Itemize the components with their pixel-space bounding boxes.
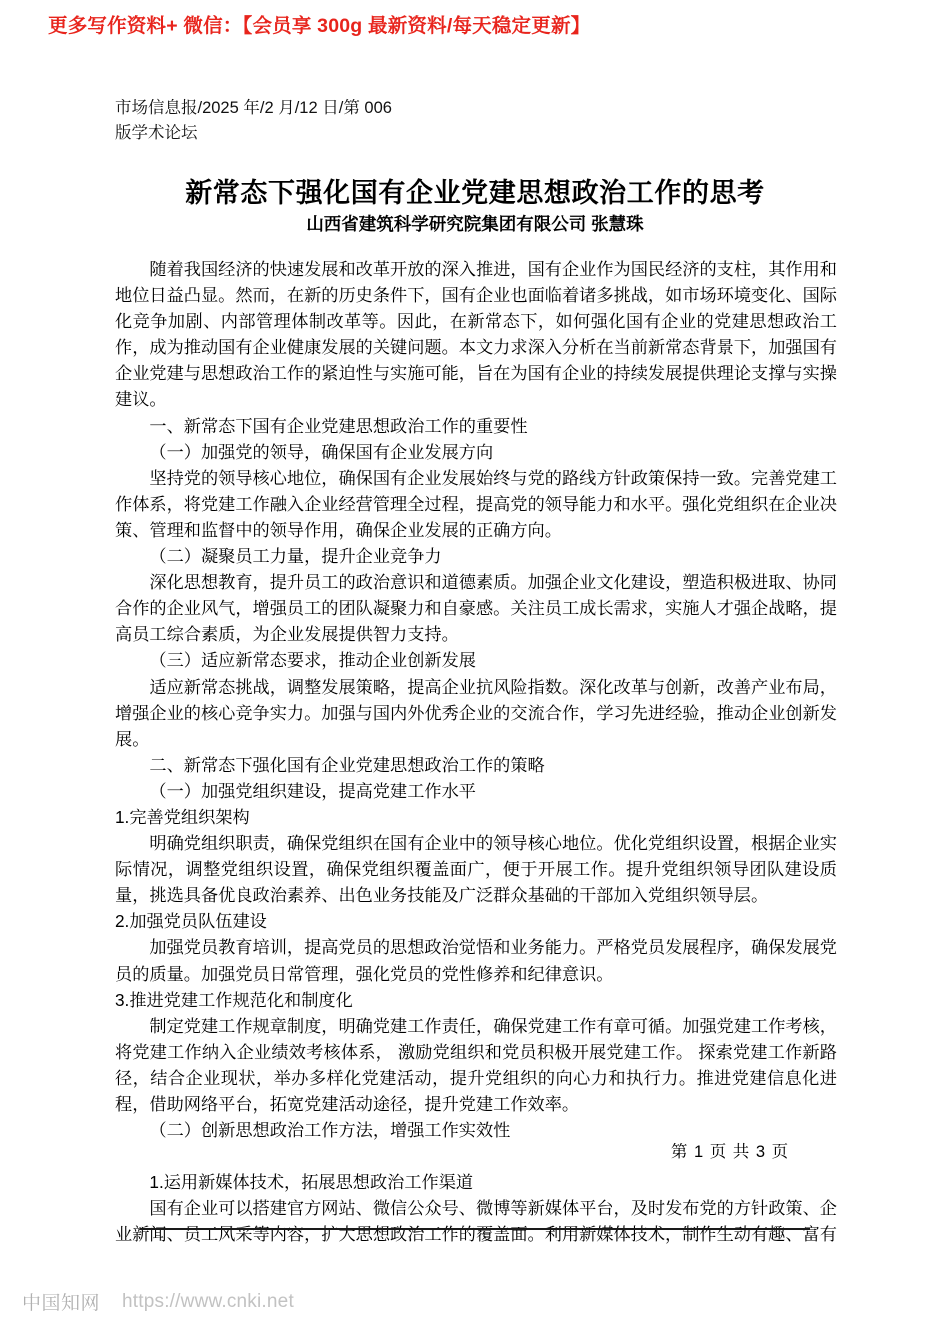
- body-paragraph: （三）适应新常态要求，推动企业创新发展: [149, 650, 476, 671]
- author-affiliation: 山西省建筑科学研究院集团有限公司 张慧珠: [306, 214, 644, 234]
- body-paragraph: 坚持党的领导核心地位，确保国有企业发展始终与党的路线方针政策保持一致。完善党建工作体系，将党建工作融入企业经营管理全过程，提高党的领导能力和水平。强化党组织在企业决策、管理和监督中的领导作用，确保企业发展的正确方向。: [115, 467, 837, 540]
- cnki-logo-icon: 中国知网: [22, 1293, 101, 1314]
- footer-divider: [140, 1228, 810, 1230]
- body-paragraph: 加强党员教育培训，提高党员的思想政治觉悟和业务能力。严格党员发展程序，确保发展党员的质量。加强党员日常管理，强化党员的党性修养和纪律意识。: [115, 937, 837, 984]
- masthead-line-2: 版学术论坛: [115, 124, 198, 142]
- body-paragraph: 制定党建工作规章制度，明确党建工作责任，确保党建工作有章可循。加强党建工作考核，将党建工作纳入企业绩效考核体系， 激励党组织和党员积极开展党建工作。 探索党建工作新路径，结合企业现状，举办多样化党建活动，提升党组织的向心力和执行力。推进党建信息化进程，借助网络平台，拓宽党建活动途径，提升党建工作效率。: [115, 1015, 837, 1114]
- body-paragraph: 二、新常态下强化国有企业党建思想政治工作的策略: [149, 754, 545, 775]
- page-title: 新常态下强化国有企业党建思想政治工作的思考: [185, 178, 765, 209]
- body-paragraph: （一）加强党组织建设，提高党建工作水平: [149, 780, 476, 801]
- body-paragraph: 1.完善党组织架构: [115, 806, 250, 827]
- body-paragraph: 1.运用新媒体技术，拓展思想政治工作渠道: [149, 1172, 474, 1193]
- body-paragraph: 深化思想教育，提升员工的政治意识和道德素质。加强企业文化建设，塑造积极进取、协同合作的企业风气，增强员工的团队凝聚力和自豪感。关注员工成长需求，实施人才强企战略，提高员工综合素质，为企业发展提供智力支持。: [115, 572, 837, 645]
- body-paragraph: （二）创新思想政治工作方法，增强工作实效性: [149, 1120, 511, 1141]
- body-paragraph: 明确党组织职责，确保党组织在国有企业中的领导核心地位。优化党组织设置，根据企业实际情况，调整党组织设置，确保党组织覆盖面广，便于开展工作。提升党组织领导团队建设质量，挑选具备优良政治素养、出色业务技能及广泛群众基础的干部加入党组织领导层。: [115, 833, 837, 906]
- body-paragraph: 随着我国经济的快速发展和改革开放的深入推进，国有企业作为国民经济的支柱，其作用和地位日益凸显。然而，在新的历史条件下，国有企业也面临着诸多挑战，如市场环境变化、国际化竞争加剧、内部管理体制改革等。因此，在新常态下，如何强化国有企业的党建思想政治工作，成为推动国有企业健康发展的关键问题。本文力求深入分析在当前新常态背景下，加强国有企业党建与思想政治工作的紧迫性与实施可能，旨在为国有企业的持续发展提供理论支撑与实操建议。: [115, 259, 837, 410]
- body-paragraph: 2.加强党员队伍建设: [115, 911, 267, 932]
- body-paragraph: （二）凝聚员工力量，提升企业竞争力: [149, 546, 442, 567]
- body-paragraph: 适应新常态挑战，调整发展策略，提高企业抗风险指数。深化改革与创新，改善产业布局，增强企业的核心竞争实力。加强与国内外优秀企业的交流合作，学习先进经验，推动企业创新发展。: [115, 676, 837, 749]
- body-paragraph: 一、新常态下国有企业党建思想政治工作的重要性: [149, 415, 528, 436]
- masthead: [115, 96, 615, 146]
- body-paragraph: （一）加强党的领导，确保国有企业发展方向: [149, 441, 494, 462]
- promo-banner: 更多写作资料+ 微信：【会员享 300g 最新资料/每天稳定更新】: [48, 15, 591, 37]
- masthead-line-1: 市场信息报/2025 年/2 月/12 日/第 006: [115, 99, 392, 117]
- cnki-url-label: https://www.cnki.net: [122, 1290, 294, 1312]
- page-footer: [0, 1138, 950, 1162]
- body-paragraph: 国有企业可以搭建官方网站、微信公众号、微博等新媒体平台，及时发布党的方针政策、企业新闻、员工风采等内容，扩大思想政治工作的覆盖面。利用新媒体技术，制作生动有趣、富有: [115, 1198, 837, 1245]
- cnki-watermark: [22, 1288, 294, 1315]
- page-number-label: 第 1 页 共 3 页: [670, 1143, 790, 1161]
- body-paragraph: 3.推进党建工作规范化和制度化: [115, 989, 353, 1010]
- document-body: [115, 256, 837, 1248]
